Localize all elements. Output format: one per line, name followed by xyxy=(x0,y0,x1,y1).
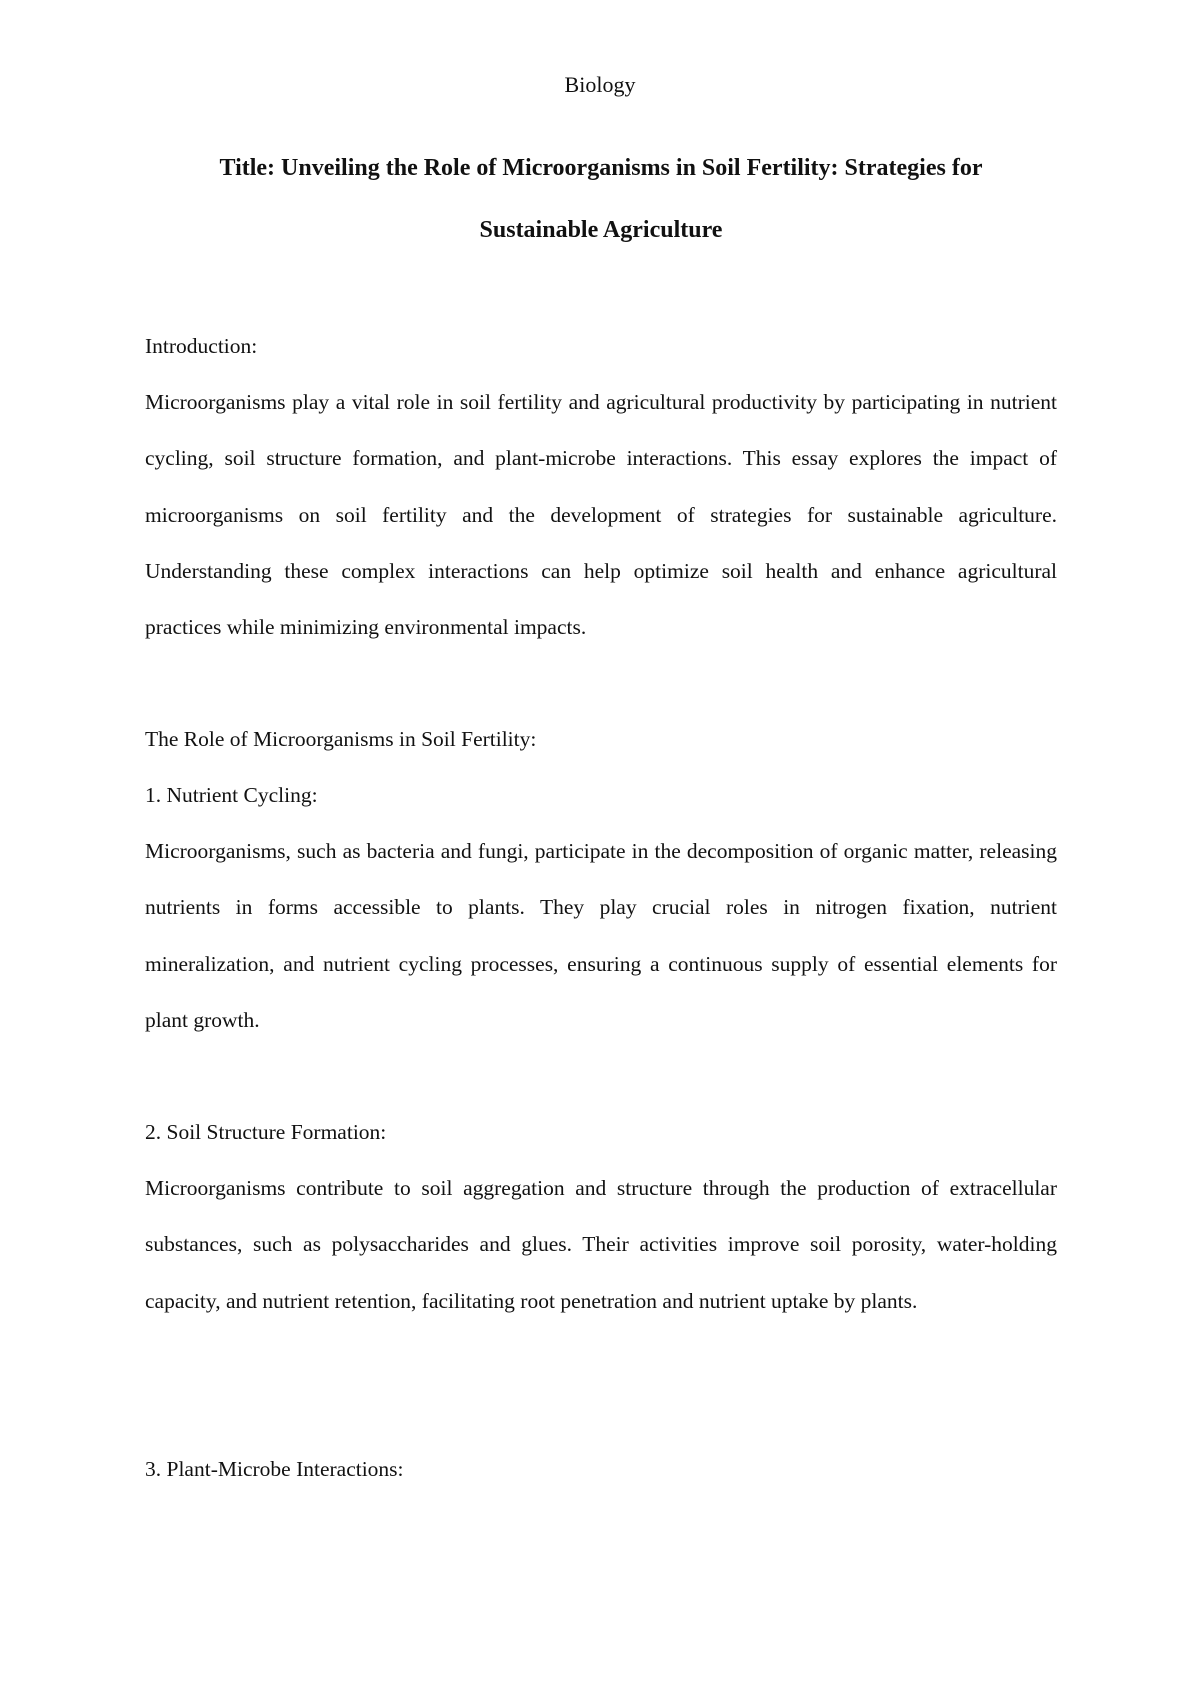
subsection-heading-nutrient-cycling: 1. Nutrient Cycling: xyxy=(145,783,318,807)
subject-label: Biology xyxy=(564,72,636,97)
subsection-paragraph-nutrient-cycling: Microorganisms, such as bacteria and fungi, participate in the decomposition of organic matter, releasing nutrients in forms accessible to plants. They play crucial roles in nitrogen fixation, nutrient mineralization, and nutrient cycling processes, ensuring a continuous supply of essential elements for plant growth. xyxy=(145,839,1057,1032)
subsection-heading-soil-structure: 2. Soil Structure Formation: xyxy=(145,1120,387,1144)
subsection-heading-plant-microbe: 3. Plant-Microbe Interactions: xyxy=(145,1457,404,1481)
section-heading: The Role of Microorganisms in Soil Fertility: xyxy=(145,727,537,751)
document-title xyxy=(145,137,1057,261)
title-line-2: Sustainable Agriculture xyxy=(479,217,723,243)
intro-paragraph: Microorganisms play a vital role in soil fertility and agricultural productivity by participating in nutrient cycling, soil structure formation, and plant-microbe interactions. This essay explores the impact of microorganisms on soil fertility and the development of strategies for sustainable agriculture. Understanding these complex interactions can help optimize soil health and enhance agricultural practices while minimizing environmental impacts. xyxy=(145,390,1057,640)
title-line-1: Title: Unveiling the Role of Microorganisms in Soil Fertility: Strategies for xyxy=(219,155,983,181)
intro-heading: Introduction: xyxy=(145,334,258,358)
subsection-paragraph-soil-structure: Microorganisms contribute to soil aggregation and structure through the production of extracellular substances, such as polysaccharides and glues. Their activities improve soil porosity, water-holding capacity, and nutrient retention, facilitating root penetration and nutrient uptake by plants. xyxy=(145,1176,1057,1313)
